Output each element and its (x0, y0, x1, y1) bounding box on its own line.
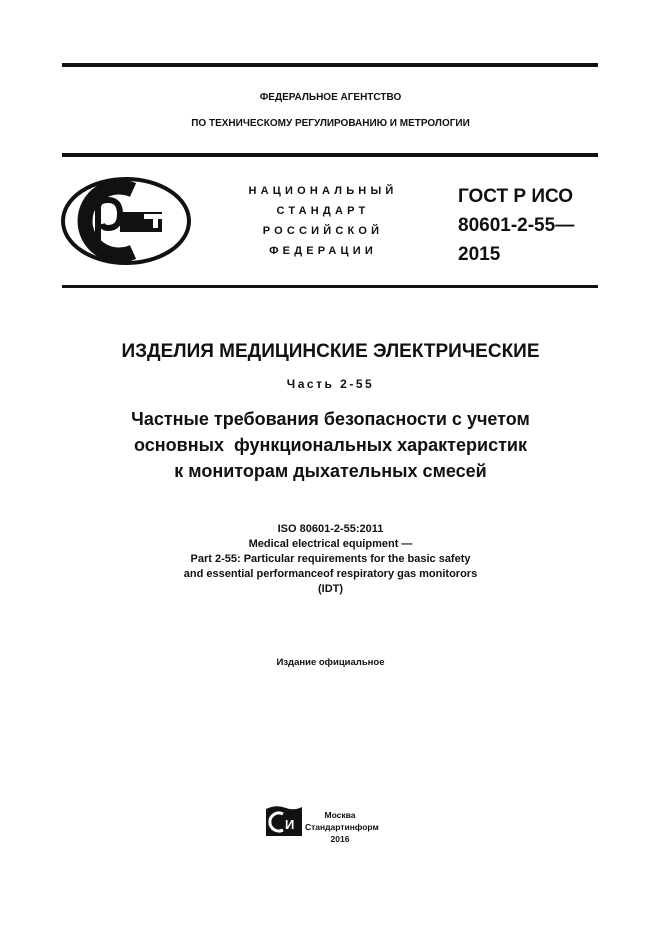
subtitle-line: Частные требования безопасности с учетом (131, 409, 530, 429)
designation-line: 80601-2-55— (458, 215, 575, 236)
agency-line-1: ФЕДЕРАЛЬНОЕ АГЕНТСТВО (259, 92, 402, 103)
publisher (305, 809, 379, 845)
publisher-city: Москва (324, 810, 356, 820)
publisher-name: Стандартинформ (305, 822, 379, 832)
gost-logo-icon (60, 176, 192, 266)
standard-type-line: РОССИЙСКОЙ (262, 225, 384, 237)
top-rule (62, 63, 598, 67)
iso-line: ISO 80601-2-55:2011 (277, 523, 384, 535)
designation-line: ГОСТ Р ИСО (458, 186, 574, 207)
iso-line: Medical electrical equipment — (248, 538, 413, 550)
iso-line: Part 2-55: Particular requirements for the basic safety (190, 553, 471, 565)
svg-text:И: И (285, 817, 295, 832)
standard-type (230, 181, 416, 261)
document-title: ИЗДЕЛИЯ МЕДИЦИНСКИЕ ЭЛЕКТРИЧЕСКИЕ (121, 341, 540, 362)
agency-line-2: ПО ТЕХНИЧЕСКОМУ РЕГУЛИРОВАНИЮ И МЕТРОЛОГИИ (191, 118, 470, 129)
edition-note: Издание официальное (276, 657, 385, 668)
iso-line: and essential performanceof respiratory gas monitorors (183, 568, 478, 580)
iso-line: (IDT) (317, 583, 344, 595)
standard-designation (458, 182, 574, 269)
section-rule (62, 285, 598, 288)
subtitle (0, 406, 661, 484)
standard-type-line: НАЦИОНАЛЬНЫЙ (248, 185, 398, 197)
part-number: Часть 2-55 (286, 377, 375, 391)
iso-reference (0, 522, 661, 597)
header-rule (62, 153, 598, 157)
standard-type-line: СТАНДАРТ (276, 205, 370, 217)
subtitle-line: основных функциональных характеристик (134, 435, 527, 455)
publication-year: 2016 (330, 834, 350, 844)
standard-type-line: ФЕДЕРАЦИИ (269, 245, 377, 257)
subtitle-line: к мониторам дыхательных смесей (174, 461, 487, 481)
designation-line: 2015 (458, 244, 501, 265)
standartinform-logo-icon (264, 804, 304, 839)
